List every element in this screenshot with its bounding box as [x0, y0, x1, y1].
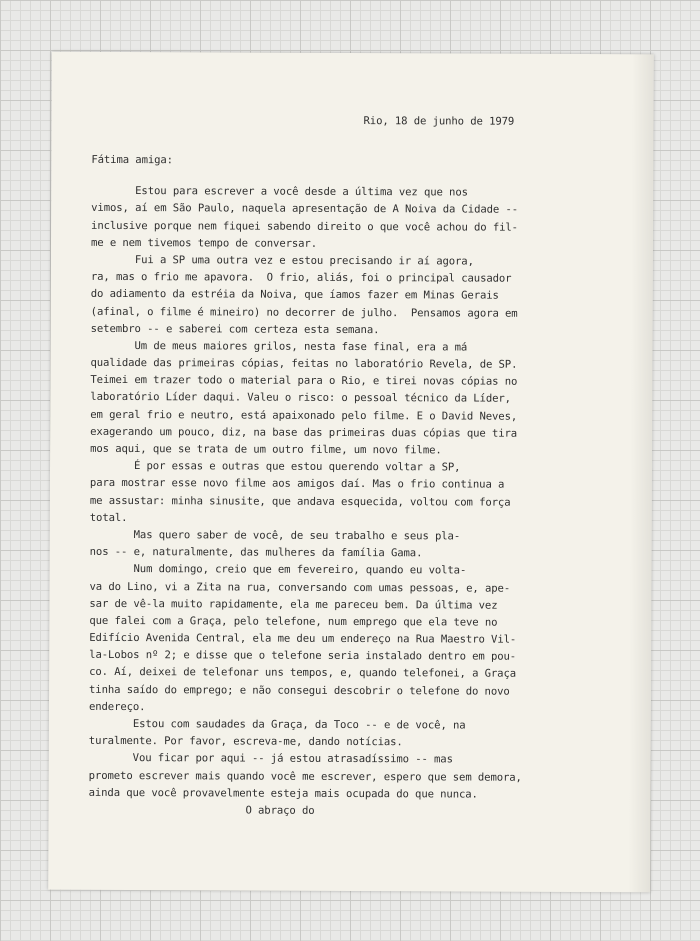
- letter-line: para mostrar esse novo filme aos amigos daí. Mas o frio continua a: [89, 477, 505, 492]
- letter-line: me e nem tivemos tempo de conversar.: [90, 236, 318, 250]
- letter-date: Rio, 18 de junho de 1979: [363, 115, 515, 128]
- letter-line: Estou para escrever a você desde a última vez que nos: [91, 185, 468, 199]
- letter-line: (afinal, o filme é mineiro) no decorrer de julho. Pensamos agora em: [90, 305, 518, 320]
- letter-line: que falei com a Graça, pelo telefone, num emprego que ela teve no: [89, 614, 498, 629]
- letter-sheet: [48, 52, 654, 893]
- letter-lines: [88, 183, 611, 821]
- letter-line: la-Lobos nº 2; e disse que o telefone seria instalado dentro em pou-: [89, 649, 517, 663]
- letter-line: qualidade das primeiras cópias, feitas no laboratório Revela, de SP.: [90, 356, 518, 371]
- letter-line: mos aqui, que se trata de um outro filme, um novo filme.: [90, 442, 442, 457]
- letter-line: inclusive porque nem fiquei sabendo direito o que você achou do fil-: [91, 219, 519, 234]
- letter-line: Edifício Avenida Central, ela me deu um endereço na Rua Maestro Vil-: [89, 631, 517, 646]
- letter-line: sar de vê-la muito rapidamente, ela me pareceu bem. Da última vez: [89, 597, 498, 612]
- letter-line: turalmente. Por favor, escreva-me, dando notícias.: [88, 735, 403, 749]
- letter-line: Mas quero saber de você, de seu trabalho e seus pla-: [89, 528, 461, 543]
- letter-body: [88, 112, 611, 821]
- letter-line: O abraço do: [88, 803, 315, 817]
- paper-edge-shadow: [628, 54, 654, 892]
- letter-line: Estou com saudades da Graça, da Toco -- e de você, na: [88, 717, 466, 732]
- letter-line: É por essas e outras que estou querendo voltar a SP,: [89, 460, 461, 474]
- letter-line: em geral frio e neutro, está apaixonado pelo filme. E o David Neves,: [90, 408, 518, 423]
- letter-line: ra, mas o frio me apavora. O frio, aliás, foi o principal causador: [90, 270, 512, 285]
- letter-line: Fui a SP uma outra vez e estou precisando ir aí agora,: [90, 253, 474, 268]
- letter-line: laboratório Líder daqui. Valeu o risco: o pessoal técnico da Líder,: [90, 391, 511, 406]
- letter-line: nos -- e, naturalmente, das mulheres da família Gama.: [89, 545, 423, 560]
- letter-line: co. Aí, deixei de telefonar uns tempos, e, quando telefonei, a Graça: [89, 666, 517, 681]
- letter-line: tinha saído do emprego; e não consegui descobrir o telefone do novo: [89, 683, 510, 698]
- letter-line: total.: [89, 511, 128, 524]
- letter-line: vimos, aí em São Paulo, naquela apresentação de A Noiva da Cidade --: [91, 202, 519, 217]
- letter-line: Teimei em trazer todo o material para o Rio, e tirei novas cópias no: [90, 374, 518, 388]
- letter-line: exagerando um pouco, diz, na base das primeiras duas cópias que tira: [90, 425, 518, 440]
- letter-line: prometo escrever mais quando você me escrever, espero que sem demora,: [88, 769, 522, 784]
- letter-line: endereço.: [88, 700, 146, 713]
- letter-line: setembro -- e saberei com certeza esta semana.: [90, 322, 380, 336]
- letter-line: ainda que você provavelmente esteja mais ocupada do que nunca.: [88, 786, 478, 801]
- letter-line: va do Lino, vi a Zita na rua, conversando com umas pessoas, e, ape-: [89, 580, 511, 595]
- letter-line: Um de meus maiores grilos, nesta fase final, era a má: [90, 339, 468, 354]
- letter-line: Vou ficar por aqui -- já estou atrasadíssimo -- mas: [88, 752, 453, 766]
- letter-line: Num domingo, creio que em fevereiro, quando eu volta-: [89, 563, 467, 577]
- letter-line: do adiamento da estréia da Noiva, que íamos fazer em Minas Gerais: [90, 288, 499, 302]
- letter-salutation: Fátima amiga:: [91, 153, 174, 167]
- letter-line: me assustar: minha sinusite, que andava esquecida, voltou com força: [89, 494, 511, 509]
